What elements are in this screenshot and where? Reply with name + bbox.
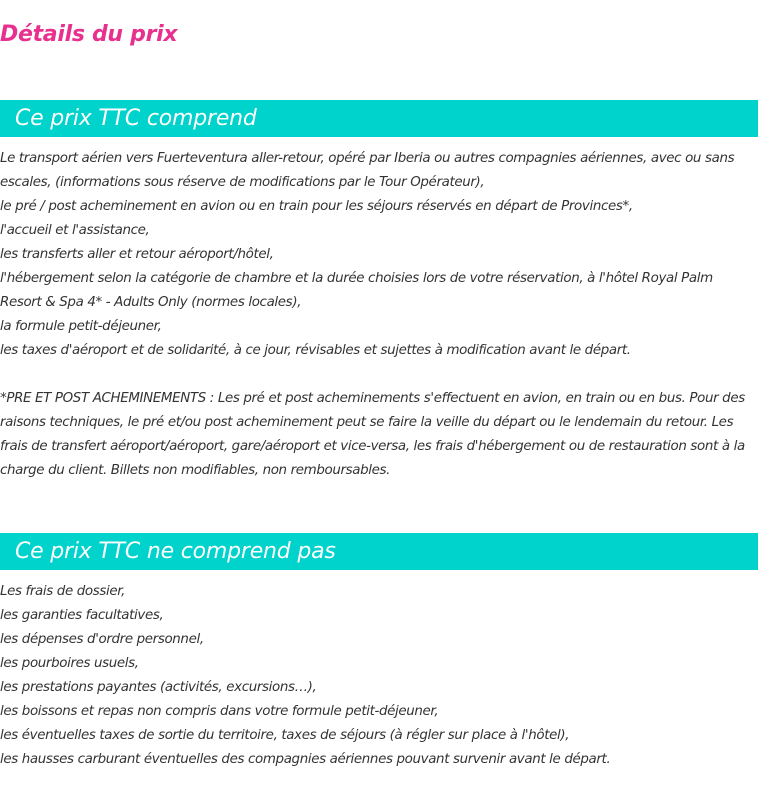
- list-item: la formule petit-déjeuner,: [0, 319, 162, 334]
- excludes-section-header: [0, 533, 758, 570]
- list-item: Le transport aérien vers Fuerteventura aller-retour, opéré par Iberia ou autres compagnies aériennes, avec ou sans escales, (informations sous réserve de modifications par le Tour Opérateur),: [0, 151, 735, 190]
- list-item: les taxes d'aéroport et de solidarité, à ce jour, révisables et sujettes à modification avant le départ.: [0, 343, 631, 358]
- list-item: l'accueil et l'assistance,: [0, 223, 150, 238]
- excludes-list: [0, 580, 758, 772]
- list-item: l'hébergement selon la catégorie de chambre et la durée choisies lors de votre réservation, à l'hôtel Royal Palm Resort & Spa 4* - Adults Only (normes locales),: [0, 271, 713, 310]
- paragraph-spacer: [0, 363, 758, 387]
- pre-post-note: *PRE ET POST ACHEMINEMENTS : Les pré et post acheminements s'effectuent en avion, en train ou en bus. Pour des raisons techniques, le pré et/ou post acheminement peut se faire la veille du départ ou le lendemain du retour. Les frais de transfert aéroport/aéroport, gare/aéroport et vice-versa, les frais d'hébergement ou de restauration sont à la charge du client. Billets non modifiables, non remboursables.: [0, 391, 745, 478]
- includes-heading: Ce prix TTC comprend: [15, 106, 257, 131]
- page-title: Détails du prix: [0, 22, 178, 47]
- list-item: les pourboires usuels,: [0, 656, 139, 671]
- list-item: les boissons et repas non compris dans votre formule petit-déjeuner,: [0, 704, 439, 719]
- list-item: les hausses carburant éventuelles des compagnies aériennes pouvant survenir avant le départ.: [0, 752, 611, 767]
- includes-list: [0, 147, 758, 483]
- list-item: les prestations payantes (activités, excursions…),: [0, 680, 317, 695]
- list-item: les dépenses d'ordre personnel,: [0, 632, 204, 647]
- list-item: les transferts aller et retour aéroport/hôtel,: [0, 247, 274, 262]
- list-item: les éventuelles taxes de sortie du territoire, taxes de séjours (à régler sur place à l'hôtel),: [0, 728, 570, 743]
- list-item: Les frais de dossier,: [0, 584, 126, 599]
- list-item: les garanties facultatives,: [0, 608, 164, 623]
- list-item: le pré / post acheminement en avion ou en train pour les séjours réservés en départ de Provinces*,: [0, 199, 633, 214]
- excludes-heading: Ce prix TTC ne comprend pas: [15, 539, 336, 564]
- includes-section-header: [0, 100, 758, 137]
